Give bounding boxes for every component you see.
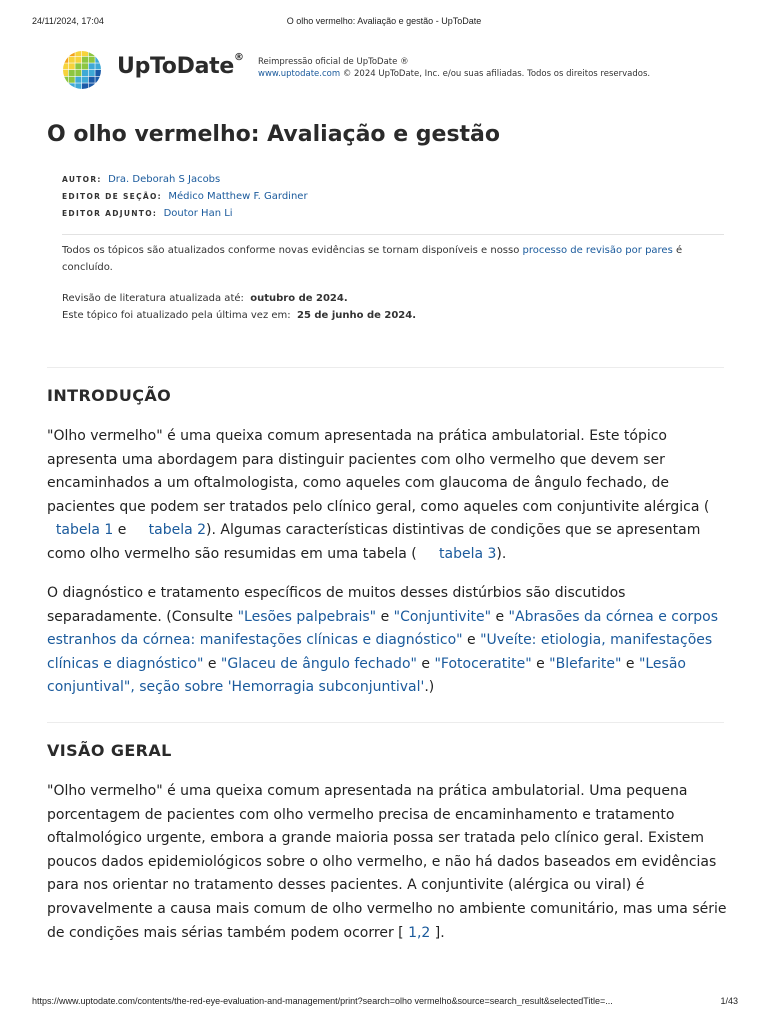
brand-header xyxy=(62,50,722,90)
logo-cell xyxy=(95,77,101,83)
reprint-line: Reimpressão oficial de UpToDate ® xyxy=(258,57,409,67)
eyelid-lesions-link[interactable]: "Lesões palpebrais" xyxy=(237,608,377,625)
reference-link[interactable]: 1,2 xyxy=(408,924,431,941)
logo-cell xyxy=(89,63,95,69)
logo-cell xyxy=(75,57,81,63)
logo-cell xyxy=(95,83,101,89)
review-dates: Revisão de literatura atualizada até: outubro de 2024. Este tópico foi atualizado pela última vez em: 25 de junho de 2024. xyxy=(62,293,417,321)
logo-cell xyxy=(62,83,68,89)
angle-closure-link[interactable]: "Glaceu de ângulo fechado" xyxy=(220,655,417,672)
peer-review-link[interactable]: processo de revisão por pares xyxy=(522,245,673,256)
logo-cell xyxy=(69,77,75,83)
logo-cell xyxy=(62,70,68,76)
intro-paragraph-1: "Olho vermelho" é uma queixa comum apresentada na prática ambulatorial. Este tópico apresenta uma abordagem para distinguir pacientes com olho vermelho que devem ser encaminhados a um oftalmologista, como aqueles com glaucoma de ângulo fechado, de pacientes que podem ser tratados pelo clínico geral, como aqueles com conjuntivite alérgica ( tabela 1 e tabela 2). Algumas características distintivas de condições que se apresentam como olho vermelho são resumidas em uma tabela ( tabela 3). xyxy=(47,428,710,562)
logo-cell xyxy=(82,77,88,83)
literature-review-date: outubro de 2024. xyxy=(250,293,348,304)
uptodate-logo-icon xyxy=(62,50,102,90)
uveitis-link[interactable]: "Uveíte: etiologia, manifestações clínicas e diagnóstico" xyxy=(47,632,713,672)
logo-cell xyxy=(69,63,75,69)
logo-cell xyxy=(95,63,101,69)
section-heading-intro: INTRODUÇÃO xyxy=(47,386,172,405)
logo-cell xyxy=(62,57,68,63)
last-updated-date: 25 de junho de 2024. xyxy=(297,310,417,321)
uptodate-site-link[interactable]: www.uptodate.com xyxy=(258,69,341,79)
table-3-link[interactable]: tabela 3 xyxy=(439,545,497,562)
credit-section-editor: EDITOR DE SEÇÃO: Médico Matthew F. Gardiner xyxy=(62,191,308,202)
update-notice: Todos os tópicos são atualizados conforme novas evidências se tornam disponíveis e nosso processo de revisão por pares é concluído. xyxy=(62,245,683,273)
overview-paragraph-1: "Olho vermelho" é uma queixa comum apresentada na prática ambulatorial. Uma pequena porcentagem de pacientes com olho vermelho precisa de encaminhamento e tratamento oftalmológico urgente, embora a grande maioria possa ser tratada pelo clínico geral. Existem poucos dados epidemiológicos sobre o olho vermelho, e não há dados baseados em evidências para nos orientar no tratamento desses pacientes. A conjuntivite (alérgica ou viral) é provavelmente a causa mais comum de olho vermelho no ambiente comunitário, mas uma série de condições mais sérias também podem ocorrer [ 1,2 ]. xyxy=(47,783,727,941)
logo-cell xyxy=(82,63,88,69)
logo-cell xyxy=(89,57,95,63)
print-footer xyxy=(0,996,768,1012)
logo-cell xyxy=(89,83,95,89)
blepharitis-link[interactable]: "Blefarite" xyxy=(549,655,622,672)
credit-author: AUTOR: Dra. Deborah S Jacobs xyxy=(62,174,221,185)
logo-cell xyxy=(62,50,68,56)
logo-cell xyxy=(82,83,88,89)
logo-cell xyxy=(95,70,101,76)
conjunctivitis-link[interactable]: "Conjuntivite" xyxy=(393,608,492,625)
copyright-text: © 2024 UpToDate, Inc. e/ou suas afiliadas. Todos os direitos reservados. xyxy=(340,69,651,79)
deputy-editor-link[interactable]: Doutor Han Li xyxy=(163,208,233,219)
author-link[interactable]: Dra. Deborah S Jacobs xyxy=(108,174,221,185)
logo-cell xyxy=(75,63,81,69)
logo-cell xyxy=(89,50,95,56)
logo-cell xyxy=(62,77,68,83)
section-divider xyxy=(47,367,724,368)
logo-cell xyxy=(95,50,101,56)
page-number: 1/43 xyxy=(720,996,738,1006)
logo-cell xyxy=(69,57,75,63)
table-1-link[interactable]: tabela 1 xyxy=(55,522,114,539)
page-title: O olho vermelho: Avaliação e gestão xyxy=(47,122,501,147)
print-header xyxy=(0,16,768,32)
logo-cell xyxy=(82,57,88,63)
logo-cell xyxy=(75,83,81,89)
photokeratitis-link[interactable]: "Fotoceratite" xyxy=(434,655,532,672)
logo-cell xyxy=(82,70,88,76)
table-2-link[interactable]: tabela 2 xyxy=(148,522,207,539)
section-divider xyxy=(47,722,724,723)
logo-cell xyxy=(89,70,95,76)
logo-cell xyxy=(82,50,88,56)
logo-cell xyxy=(89,77,95,83)
logo-cell xyxy=(75,70,81,76)
logo-cell xyxy=(69,70,75,76)
logo-cell xyxy=(75,50,81,56)
divider xyxy=(62,234,724,235)
logo-cell xyxy=(95,57,101,63)
section-editor-link[interactable]: Médico Matthew F. Gardiner xyxy=(168,191,308,202)
conjunctival-lesion-link[interactable]: "Lesão conjuntival", seção sobre 'Hemorragia subconjuntival' xyxy=(47,655,686,696)
logo-cell xyxy=(75,77,81,83)
corneal-abrasion-link[interactable]: "Abrasões da córnea e corpos estranhos da córnea: manifestações clínicas e diagnóstico" xyxy=(47,608,719,649)
logo-cell xyxy=(69,50,75,56)
credits xyxy=(62,171,702,222)
print-datetime: 24/11/2024, 17:04 xyxy=(32,16,104,26)
print-url: https://www.uptodate.com/contents/the-red-eye-evaluation-and-management/print?search=olho vermelho&source=search_result&selectedTitle=... xyxy=(32,996,613,1006)
credit-deputy-editor: EDITOR ADJUNTO: Doutor Han Li xyxy=(62,208,233,219)
print-page-title: O olho vermelho: Avaliação e gestão - UpToDate xyxy=(286,16,482,26)
intro-paragraph-2: O diagnóstico e tratamento específicos de muitos desses distúrbios são discutidos separadamente. (Consulte "Lesões palpebrais" e "Conjuntivite" e "Abrasões da córnea e corpos estranhos da córnea: manifestações clínicas e diagnóstico" e "Uveíte: etiologia, manifestações clínicas e diagnóstico" e "Glaceu de ângulo fechado" e "Fotoceratite" e "Blefarite" e "Lesão conjuntival", seção sobre 'Hemorragia subconjuntival'.) xyxy=(47,585,719,696)
reprint-notice xyxy=(258,56,650,80)
section-heading-overview: VISÃO GERAL xyxy=(47,741,172,760)
logo-cell xyxy=(69,83,75,89)
uptodate-wordmark: UpToDate® xyxy=(117,52,244,79)
logo-cell xyxy=(62,63,68,69)
